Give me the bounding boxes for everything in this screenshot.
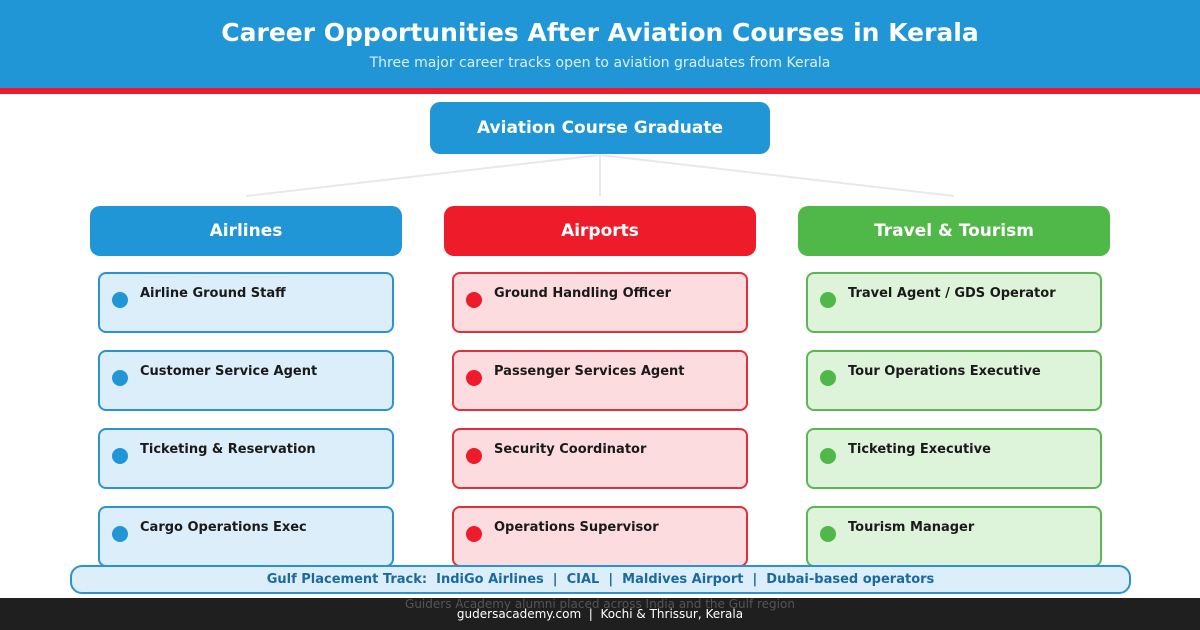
- career-label: Ticketing Executive: [848, 442, 991, 457]
- career-card: [806, 506, 1102, 567]
- column-header-airports: Airports: [444, 206, 756, 256]
- career-label: Ticketing & Reservation: [140, 442, 316, 457]
- bullet-icon: [112, 526, 128, 542]
- career-card: [452, 506, 748, 567]
- career-label: Tourism Manager: [848, 520, 975, 535]
- footer-contact: gudersacademy.com | Kochi & Thrissur, Kerala: [456, 607, 744, 621]
- bullet-icon: [112, 448, 128, 464]
- career-card: [806, 272, 1102, 333]
- career-label: Cargo Operations Exec: [140, 520, 307, 535]
- career-card: [98, 506, 394, 567]
- connector-left: [246, 155, 600, 196]
- connector-right: [600, 155, 954, 196]
- bullet-icon: [466, 370, 482, 386]
- career-card: [452, 272, 748, 333]
- career-label: Travel Agent / GDS Operator: [848, 286, 1056, 301]
- career-card: [806, 428, 1102, 489]
- career-label: Tour Operations Executive: [848, 364, 1041, 379]
- footer-note: Guiders Academy alumni placed across India and the Gulf region: [405, 597, 795, 611]
- bullet-icon: [820, 370, 836, 386]
- bullet-icon: [112, 292, 128, 308]
- bullet-icon: [466, 526, 482, 542]
- bullet-icon: [112, 370, 128, 386]
- page-title: Career Opportunities After Aviation Courses in Kerala: [221, 18, 979, 47]
- bullet-icon: [466, 292, 482, 308]
- career-label: Customer Service Agent: [140, 364, 318, 379]
- bullet-icon: [820, 292, 836, 308]
- career-card: [98, 272, 394, 333]
- career-label: Operations Supervisor: [494, 520, 659, 535]
- gulf-placement-banner: Gulf Placement Track: IndiGo Airlines | CIAL | Maldives Airport | Dubai-based operators: [70, 565, 1131, 594]
- root-node: Aviation Course Graduate: [430, 102, 770, 154]
- column-header-airlines: Airlines: [90, 206, 402, 256]
- bullet-icon: [820, 448, 836, 464]
- career-label: Airline Ground Staff: [140, 286, 286, 301]
- career-card: [98, 350, 394, 411]
- career-card: [98, 428, 394, 489]
- page-subtitle: Three major career tracks open to aviation graduates from Kerala: [369, 55, 831, 71]
- bullet-icon: [466, 448, 482, 464]
- career-label: Ground Handling Officer: [494, 286, 672, 301]
- career-card: [806, 350, 1102, 411]
- career-label: Security Coordinator: [494, 442, 647, 457]
- career-card: [452, 350, 748, 411]
- column-header-travel-tourism: Travel & Tourism: [798, 206, 1110, 256]
- bullet-icon: [820, 526, 836, 542]
- career-card: [452, 428, 748, 489]
- career-label: Passenger Services Agent: [494, 364, 685, 379]
